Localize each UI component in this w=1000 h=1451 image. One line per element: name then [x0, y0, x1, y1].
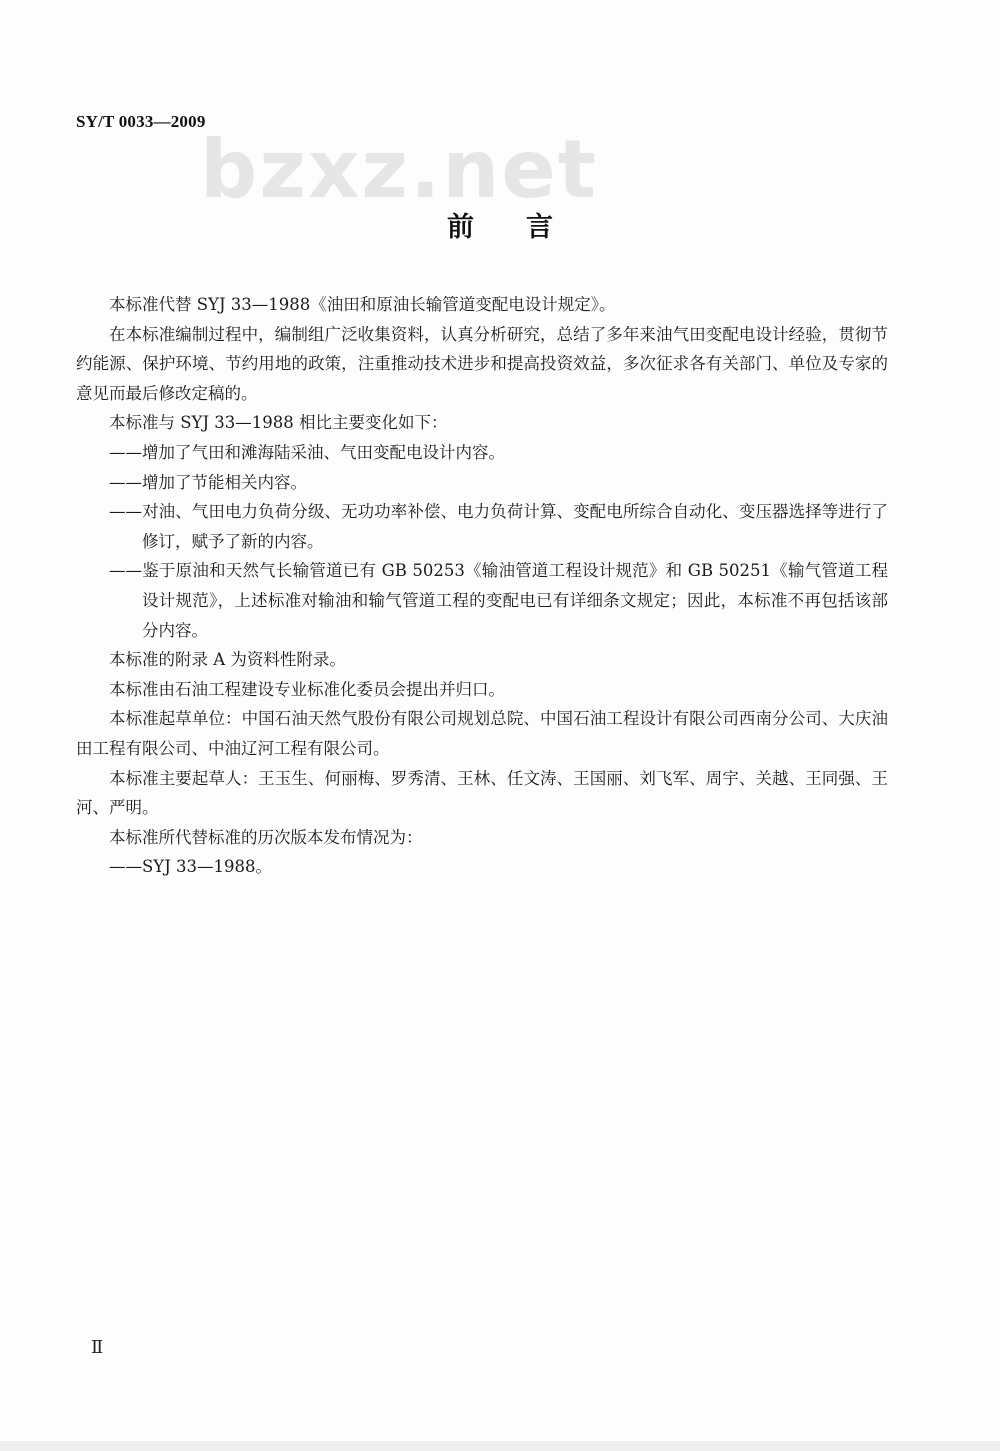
paragraph-appendix: 本标准的附录 A 为资料性附录。	[109, 650, 346, 670]
foreword-body	[76, 290, 888, 882]
paragraph-compilation: 在本标准编制过程中，编制组广泛收集资料，认真分析研究，总结了多年来油气田变配电设计经验，贯彻节约能源、保护环境、节约用地的政策，注重推动技术进步和提高投资效益，多次征求各有关部门、单位及专家的意见而最后修改定稿的。	[76, 324, 888, 403]
history-item-text: ——SYJ 33—1988。	[109, 857, 273, 877]
standard-code: SY/T 0033—2009	[76, 112, 206, 131]
paragraph-proposer: 本标准由石油工程建设专业标准化委员会提出并归口。	[109, 679, 505, 699]
page-title: 前言	[447, 212, 605, 243]
watermark-text: bzxz.net	[200, 123, 598, 216]
change-item	[76, 468, 888, 498]
change-item	[76, 438, 888, 468]
change-item	[76, 497, 888, 556]
change-item	[76, 556, 888, 645]
paragraph-drafting-units: 本标准起草单位：中国石油天然气股份有限公司规划总院、中国石油工程设计有限公司西南分公司、大庆油田工程有限公司、中油辽河工程有限公司。	[76, 709, 888, 758]
change-item-text: ——对油、气田电力负荷分级、无功功率补偿、电力负荷计算、变配电所综合自动化、变压器选择等进行了修订，赋予了新的内容。	[109, 502, 888, 551]
paragraph-changes-intro: 本标准与 SYJ 33—1988 相比主要变化如下：	[109, 413, 448, 433]
change-item-text: ——增加了节能相关内容。	[109, 472, 307, 492]
change-item-text: ——增加了气田和滩海陆采油、气田变配电设计内容。	[109, 442, 505, 462]
change-item-text: ——鉴于原油和天然气长输管道已有 GB 50253《输油管道工程设计规范》和 GB 50251《输气管道工程设计规范》，上述标准对输油和输气管道工程的变配电已有详细条文规定；因此，本标准不再包括该部分内容。	[109, 561, 888, 640]
paragraph-replaces: 本标准代替 SYJ 33—1988《油田和原油长输管道变配电设计规定》。	[109, 295, 616, 314]
history-item	[76, 852, 888, 882]
paragraph-history-intro: 本标准所代替标准的历次版本发布情况为：	[109, 827, 423, 847]
page-bottom-edge	[0, 1441, 1000, 1451]
paragraph-drafters: 本标准主要起草人：王玉生、何丽梅、罗秀清、王林、任文涛、王国丽、刘飞军、周宇、关越、王同强、王河、严明。	[76, 768, 888, 818]
page-number: Ⅱ	[91, 1337, 104, 1357]
